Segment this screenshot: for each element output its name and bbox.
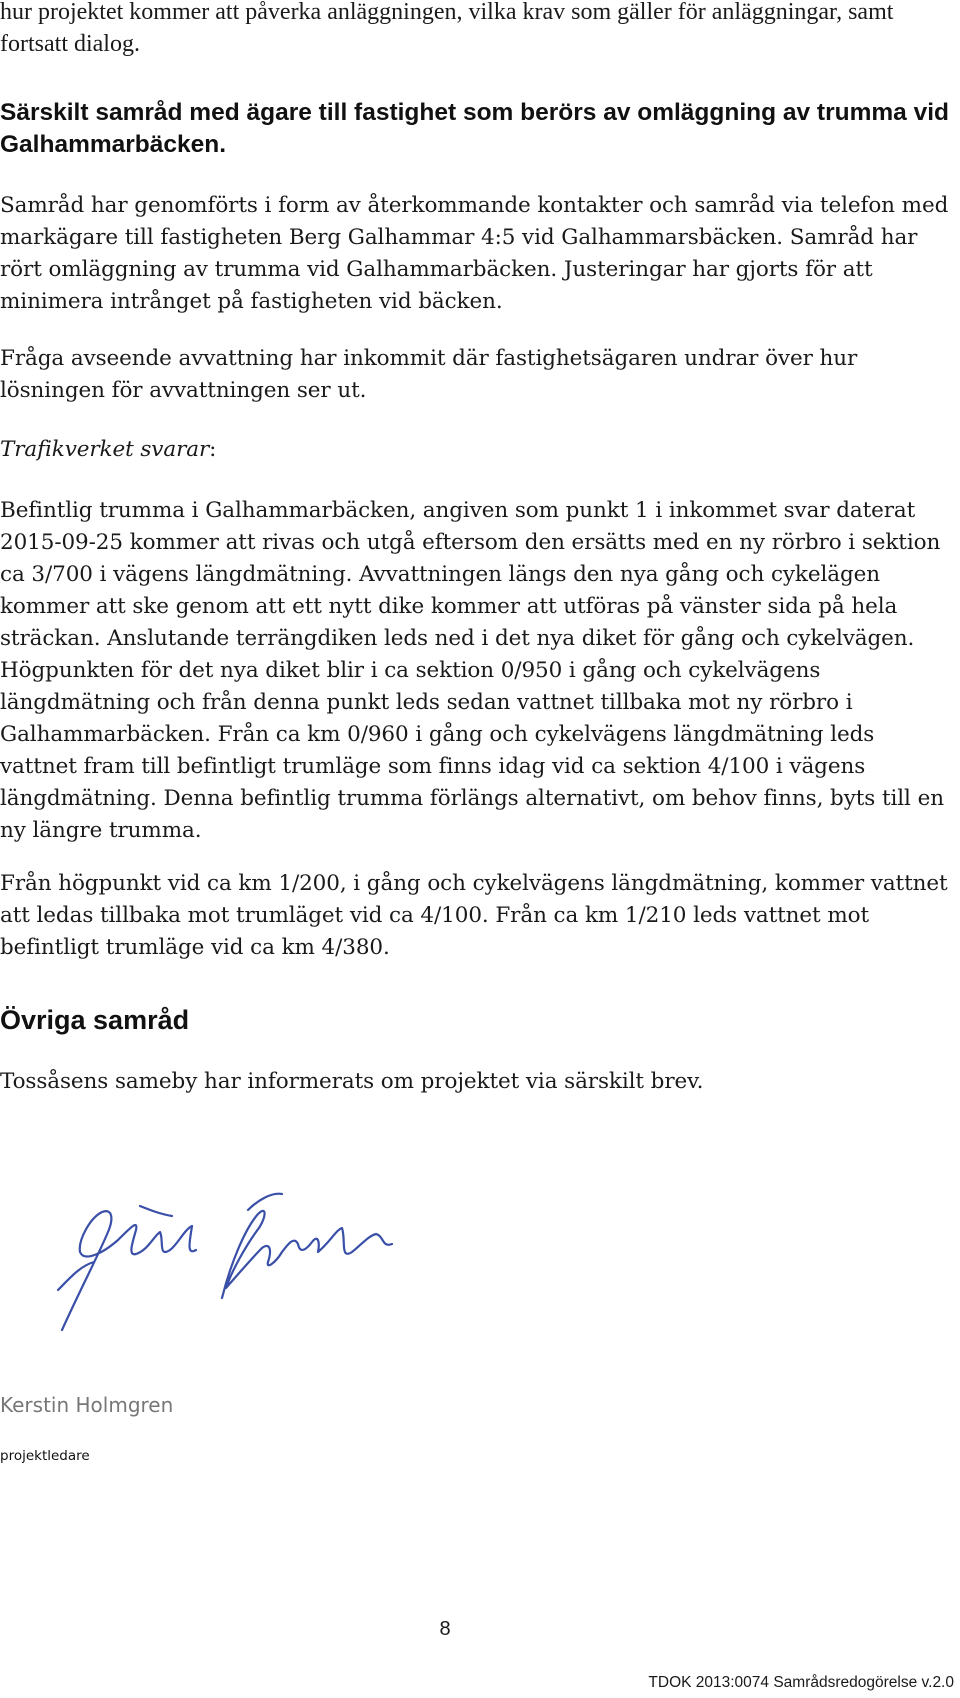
paragraph-drainage-answer: Befintlig trumma i Galhammarbäcken, angiven som punkt 1 i inkommet svar daterat 2015-09-25 kommer att rivas och utgå eftersom den ersätts med en ny rörbro i sektion ca 3/700 i vägens längdmätning. Avvattningen längs den nya gång och cykelägen kommer att ske genom att ett nytt dike kommer att utföras på vänster sida på hela sträckan. Anslutande terrängdiken leds ned i det nya diket för gång och cykelvägen. Högpunkten för det nya diket blir i ca sektion 0/950 i gång och cykelvägens längdmätning och från denna punkt leds sedan vattnet tillbaka mot ny rörbro i Galhammarbäcken. Från ca km 0/960 i gång och cykelvägens längdmätning leds vattnet fram till befintligt trumläge som finns idag vid ca sektion 4/100 i vägens längdmätning. Denna befintlig trumma förlängs alternativt, om behov finns, byts till en ny längre trumma. [0, 498, 944, 843]
handwritten-signature [0, 1170, 420, 1340]
paragraph-drainage-question: Fråga avseende avvattning har inkommit där fastighetsägaren undrar över hur lösningen för avvattningen ser ut. [0, 346, 858, 403]
response-label-line [0, 434, 952, 466]
page-number: 8 [439, 1618, 451, 1640]
signer-role: projektledare [0, 1448, 90, 1464]
response-colon: : [209, 437, 217, 462]
signer-name: Kerstin Holmgren [0, 1393, 174, 1417]
response-label: Trafikverket svarar [0, 437, 210, 462]
intro-text: hur projektet kommer att påverka anläggningen, vilka krav som gäller för anläggningar, samt fortsatt dialog. [0, 0, 894, 57]
paragraph-highpoint: Från högpunkt vid ca km 1/200, i gång och cykelvägens längdmätning, kommer vattnet att ledas tillbaka mot trumläget vid ca 4/100. Från ca km 1/210 leds vattnet mot befintligt trumläge vid ca km 4/380. [0, 871, 948, 960]
other-consultations-heading: Övriga samråd [0, 1005, 190, 1035]
section-heading-landowner-consultation: Särskilt samråd med ägare till fastighet som berörs av omläggning av trumma vid Galhammarbäcken. [0, 99, 949, 158]
paragraph-consultation: Samråd har genomförts i form av återkommande kontakter och samråd via telefon med markägare till fastigheten Berg Galhammar 4:5 vid Galhammarsbäcken. Samråd har rört omläggning av trumma vid Galhammarbäcken. Justeringar har gjorts för att minimera intrånget på fastigheten vid bäcken. [0, 193, 949, 314]
paragraph-sameby: Tossåsens sameby har informerats om projektet via särskilt brev. [0, 1069, 704, 1094]
document-footer: TDOK 2013:0074 Samrådsredogörelse v.2.0 [648, 1674, 954, 1691]
